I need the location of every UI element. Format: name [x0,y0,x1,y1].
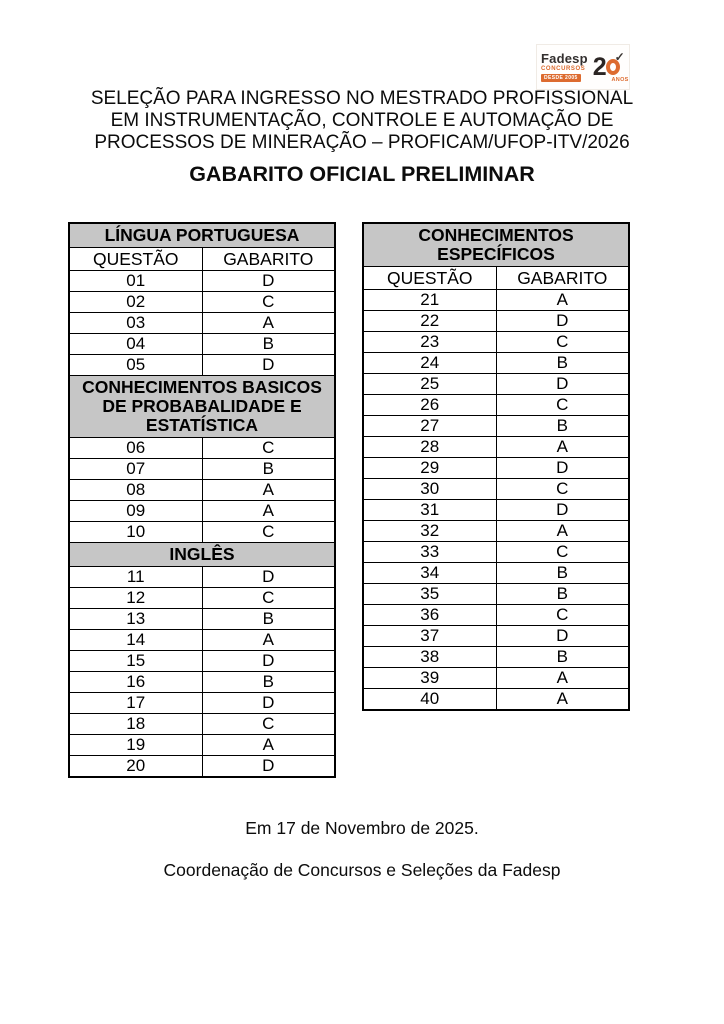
question-number: 24 [363,353,496,374]
footer-date: Em 17 de Novembro de 2025. [245,818,479,838]
question-number: 35 [363,584,496,605]
answer-letter: C [496,542,629,563]
question-number: 07 [69,459,202,480]
answer-row [363,542,629,563]
answer-row [69,522,335,543]
answer-row [69,438,335,459]
question-number: 08 [69,480,202,501]
answer-letter: A [202,501,335,522]
checkmark-icon: ✓ [614,49,625,64]
question-number: 23 [363,332,496,353]
section-header: CONHECIMENTOS BASICOS DE PROBABALIDADE E ESTATÍSTICA [69,376,335,438]
answer-letter: B [202,609,335,630]
answer-row [69,355,335,376]
question-number: 34 [363,563,496,584]
question-number: 12 [69,588,202,609]
question-number: 21 [363,290,496,311]
answer-letter: A [496,668,629,689]
fadesp-logo [536,44,630,90]
answer-letter: C [496,479,629,500]
question-number: 06 [69,438,202,459]
question-number: 09 [69,501,202,522]
answer-table-left [68,222,336,778]
answer-row [363,563,629,584]
answer-letter: C [496,605,629,626]
answer-row [69,609,335,630]
answer-row [363,311,629,332]
answer-row [363,584,629,605]
answer-row [69,735,335,756]
answer-row [69,672,335,693]
answer-row [363,605,629,626]
question-number: 40 [363,689,496,711]
answer-row [69,334,335,355]
answer-row [363,647,629,668]
question-number: 14 [69,630,202,651]
question-number: 13 [69,609,202,630]
answer-letter: B [202,672,335,693]
answer-row [363,290,629,311]
answer-letter: B [496,416,629,437]
page-title: GABARITO OFICIAL PRELIMINAR [189,162,535,186]
answer-letter: C [202,438,335,459]
question-number: 04 [69,334,202,355]
answer-letter: D [202,756,335,778]
answer-row [69,459,335,480]
answer-row [69,271,335,292]
question-number: 15 [69,651,202,672]
answer-letter: D [496,500,629,521]
answer-letter: D [202,693,335,714]
answer-letter: C [496,395,629,416]
question-number: 11 [69,567,202,588]
question-number: 25 [363,374,496,395]
answer-row [363,500,629,521]
question-number: 27 [363,416,496,437]
question-number: 32 [363,521,496,542]
answer-letter: D [496,374,629,395]
answer-letter: D [202,355,335,376]
answer-letter: A [496,290,629,311]
answer-row [69,313,335,334]
question-number: 38 [363,647,496,668]
question-number: 37 [363,626,496,647]
answer-row [69,588,335,609]
answer-row [363,437,629,458]
question-number: 22 [363,311,496,332]
logo-brand-text: Fadesp [541,51,588,66]
column-header: GABARITO [202,248,335,271]
answer-letter: A [202,630,335,651]
answer-letter: B [496,647,629,668]
footer-organization: Coordenação de Concursos e Seleções da Fadesp [163,860,561,880]
answer-letter: B [202,459,335,480]
question-number: 29 [363,458,496,479]
answer-letter: D [496,458,629,479]
answer-letter: A [496,437,629,458]
answer-letter: B [496,563,629,584]
answer-letter: D [202,651,335,672]
answer-letter: A [202,480,335,501]
answer-row [69,567,335,588]
answer-letter: D [496,626,629,647]
answer-row [69,630,335,651]
answer-row [69,714,335,735]
question-number: 19 [69,735,202,756]
question-number: 17 [69,693,202,714]
answer-letter: D [202,567,335,588]
question-number: 01 [69,271,202,292]
answer-row [363,521,629,542]
answer-letter: A [496,689,629,711]
answer-letter: B [202,334,335,355]
section-header: CONHECIMENTOS ESPECÍFICOS [363,223,629,267]
logo-since-badge: DESDE 2005 [541,74,581,82]
answer-key-table [362,222,630,711]
column-header: QUESTÃO [69,248,202,271]
answer-row [69,693,335,714]
question-number: 16 [69,672,202,693]
answer-row [69,756,335,778]
question-number: 31 [363,500,496,521]
answer-row [363,374,629,395]
question-number: 30 [363,479,496,500]
logo-tagline-text: CONCURSOS [541,66,586,72]
answer-letter: A [202,313,335,334]
question-number: 10 [69,522,202,543]
answer-row [69,651,335,672]
logo-years-digit: 2 [592,52,606,81]
question-number: 36 [363,605,496,626]
answer-letter: D [202,271,335,292]
section-header: LÍNGUA PORTUGUESA [69,223,335,248]
answer-letter: D [496,311,629,332]
question-number: 28 [363,437,496,458]
question-number: 20 [69,756,202,778]
answer-row [363,479,629,500]
answer-row [363,458,629,479]
column-header: QUESTÃO [363,267,496,290]
answer-row [363,626,629,647]
answer-row [69,480,335,501]
answer-row [363,395,629,416]
answer-key-table [68,222,336,778]
answer-letter: A [496,521,629,542]
title-line-3: PROCESSOS DE MINERAÇÃO – PROFICAM/UFOP-ITV/2026 [94,132,630,153]
logo-anos-label: ANOS [611,76,629,83]
logo-20-anos-emblem [592,49,629,83]
question-number: 05 [69,355,202,376]
answer-letter: C [202,714,335,735]
answer-letter: B [496,353,629,374]
question-number: 39 [363,668,496,689]
column-header: GABARITO [496,267,629,290]
question-number: 02 [69,292,202,313]
column-header-row [363,267,629,290]
title-line-1: SELEÇÃO PARA INGRESSO NO MESTRADO PROFISSIONAL [90,88,634,109]
section-header: INGLÊS [69,543,335,567]
question-number: 03 [69,313,202,334]
question-number: 33 [363,542,496,563]
column-header-row [69,248,335,271]
answer-letter: C [202,588,335,609]
answer-row [363,416,629,437]
answer-row [69,501,335,522]
answer-row [69,292,335,313]
answer-letter: C [202,522,335,543]
answer-letter: B [496,584,629,605]
answer-letter: C [202,292,335,313]
answer-letter: C [496,332,629,353]
question-number: 26 [363,395,496,416]
document-title [0,88,724,154]
answer-row [363,332,629,353]
answer-row [363,353,629,374]
answer-row [363,689,629,711]
question-number: 18 [69,714,202,735]
answer-row [363,668,629,689]
logo-text-block [541,52,588,82]
answer-letter: A [202,735,335,756]
answer-table-right [362,222,630,711]
title-line-2: EM INSTRUMENTAÇÃO, CONTROLE E AUTOMAÇÃO DE [110,110,614,131]
